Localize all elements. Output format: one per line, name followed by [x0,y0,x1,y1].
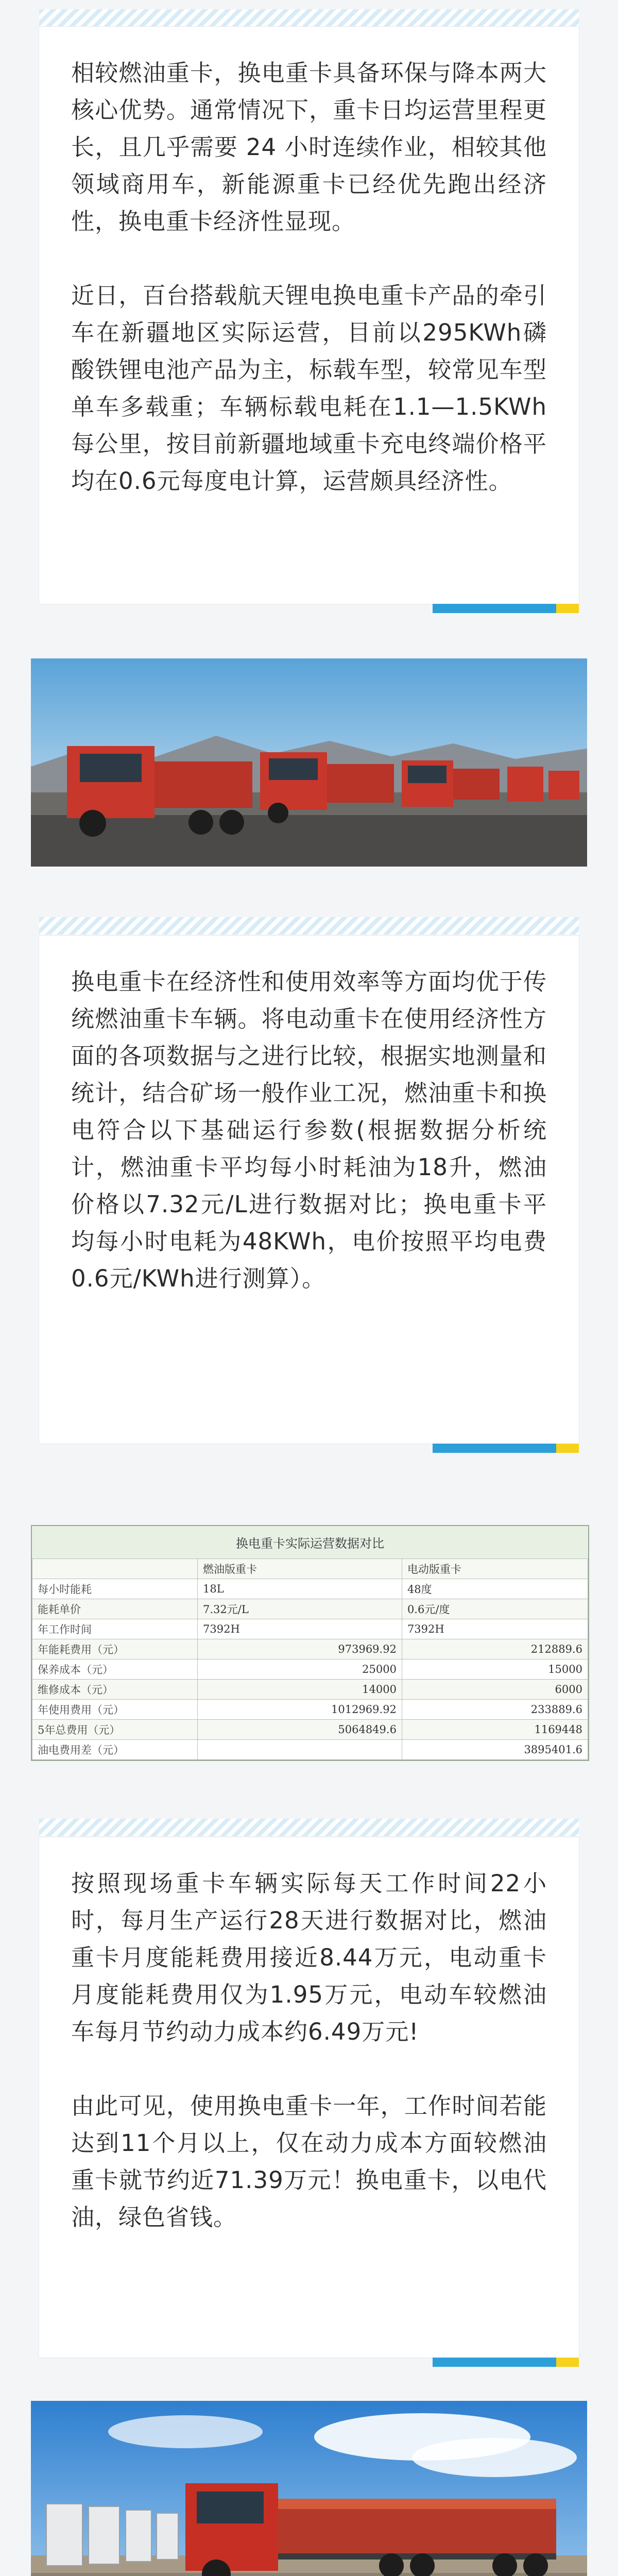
economy-paragraph: 换电重卡在经济性和使用效率等方面均优于传统燃油重卡车辆。将电动重卡在使用经济性方面的各项数据与之进行比较，根据实地测量和统计，结合矿场一般作业工况，燃油重卡和换电符合以下基础运行参数(根据数据分析统计，燃油重卡平均每小时耗油为18升，燃油价格以7.32元/L进行数据对比；换电重卡平均每小时电耗为48KWh，电价按照平均电费0.6元/KWh进行测算）。 [71,968,547,1292]
table-row [32,1659,588,1680]
stripe-divider [39,917,579,935]
table-cell: 212889.6 [402,1639,588,1659]
table-row [32,1680,588,1700]
trucks-row-photo [31,658,587,867]
table-cell: 1012969.92 [198,1700,402,1720]
table-row [32,1639,588,1659]
blue-accent-bar [433,2358,556,2367]
table-row [32,1599,588,1619]
table-row [32,1619,588,1639]
table-cell: 0.6元/度 [402,1599,588,1619]
table-title: 换电重卡实际运营数据对比 [32,1526,588,1558]
intro-paragraph: 相较燃油重卡，换电重卡具备环保与降本两大核心优势。通常情况下，重卡日均运营里程更长，且几乎需要 24 小时连续作业，相较其他领域商用车，新能源重卡已经优先跑出经济性，换电重卡经济性显现。 [71,59,547,235]
table-cell: 7.32元/L [198,1599,402,1619]
table-row [32,1740,588,1760]
table-cell: 6000 [402,1680,588,1700]
yearly-saving-paragraph: 由此可见，使用换电重卡一年，工作时间若能达到11个月以上，仅在动力成本方面较燃油重卡就节约近71.39万元！换电重卡，以电代油，绿色省钱。 [71,2092,547,2231]
table-cell: 5064849.6 [198,1720,402,1740]
operation-paragraph: 近日，百台搭载航天锂电换电重卡产品的牵引车在新疆地区实际运营，目前以295KWh磷酸铁锂电池产品为主，标载车型，较常见车型单车多载重；车辆标载电耗在1.1—1.5KWh每公里，按目前新疆地域重卡充电终端价格平均在0.6元每度电计算，运营颇具经济性。 [71,282,547,495]
table-row [32,1700,588,1720]
table-cell: 1169448 [402,1720,588,1740]
yellow-accent-bar [556,2358,579,2367]
table-cell: 973969.92 [198,1639,402,1659]
table-cell: 年工作时间 [32,1619,198,1639]
table-cell: 14000 [198,1680,402,1700]
table-cell: 能耗单价 [32,1599,198,1619]
stripe-divider [39,9,579,27]
table-cell: 5年总费用（元） [32,1720,198,1740]
table-header-cell [32,1559,198,1579]
economy-card [39,936,579,1444]
table-cell: 15000 [402,1659,588,1680]
intro-card [39,27,579,604]
table-cell: 48度 [402,1579,588,1599]
charging-truck-image [31,2401,587,2576]
table-cell [198,1740,402,1760]
table-header-cell: 燃油版重卡 [198,1559,402,1579]
savings-card [39,1837,579,2358]
table-cell: 油电费用差（元） [32,1740,198,1760]
table-row [32,1720,588,1740]
table-header-cell: 电动版重卡 [402,1559,588,1579]
table-cell: 7392H [402,1619,588,1639]
table-cell: 7392H [198,1619,402,1639]
table-cell: 25000 [198,1659,402,1680]
table-cell: 3895401.6 [402,1740,588,1760]
monthly-cost-paragraph: 按照现场重卡车辆实际每天工作时间22小时，每月生产运行28天进行数据对比，燃油重卡月度能耗费用接近8.44万元，电动重卡月度能耗费用仅为1.95万元，电动车较燃油车每月节约动力成本约6.49万元! [71,1870,547,2045]
table-cell: 保养成本（元） [32,1659,198,1680]
yellow-accent-bar [556,604,579,613]
table-header-row [32,1559,588,1579]
blue-accent-bar [433,1444,556,1453]
table-row [32,1579,588,1599]
table-cell: 每小时能耗 [32,1579,198,1599]
cost-comparison-table [31,1525,589,1761]
yellow-accent-bar [556,1444,579,1453]
red-trucks-image [31,658,587,867]
table-cell: 年使用费用（元） [32,1700,198,1720]
blue-accent-bar [433,604,556,613]
table-cell: 233889.6 [402,1700,588,1720]
table-cell: 18L [198,1579,402,1599]
charging-station-photo [31,2401,587,2576]
table-cell: 维修成本（元） [32,1680,198,1700]
stripe-divider [39,1819,579,1836]
table-cell: 年能耗费用（元） [32,1639,198,1659]
